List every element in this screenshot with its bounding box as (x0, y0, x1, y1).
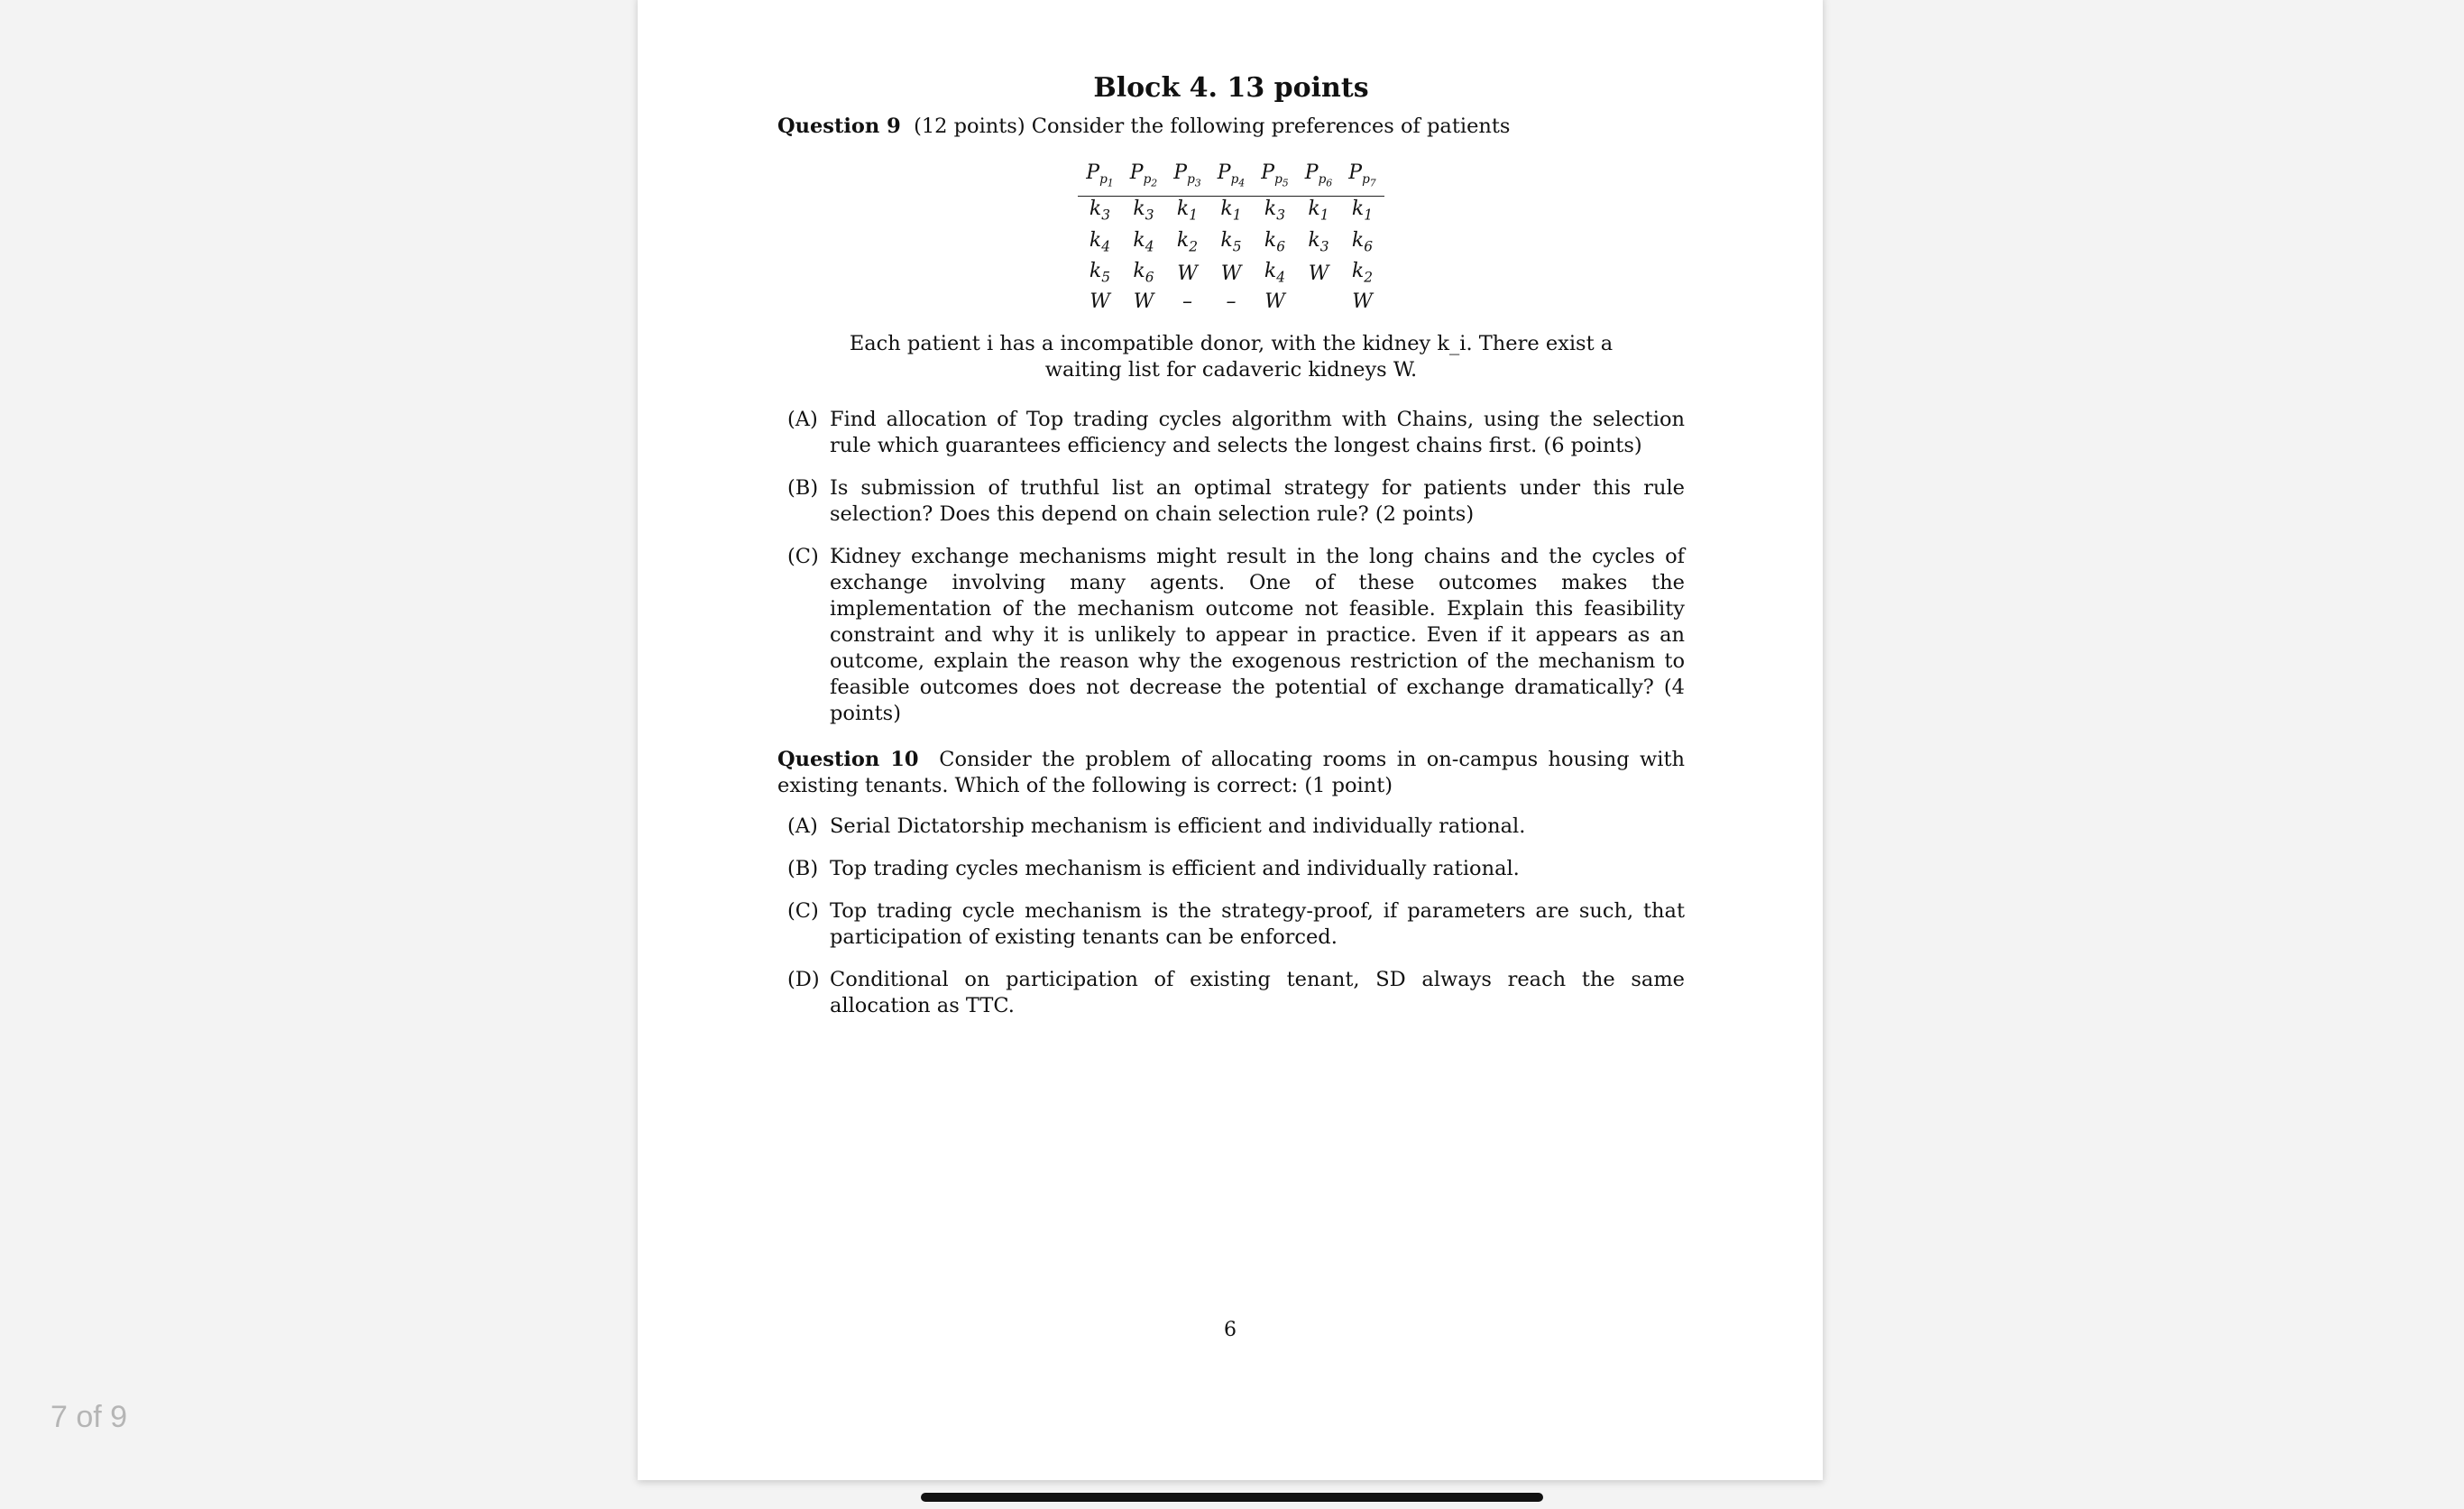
question-9-intro (777, 114, 1685, 140)
preferences-cell (1297, 290, 1341, 315)
preferences-header-row (1078, 161, 1384, 197)
preferences-cell: – (1182, 290, 1192, 314)
item-label: (B) (787, 476, 819, 501)
preferences-cell: $k_3$ (1264, 198, 1286, 224)
question-9-label: Question 9 (777, 115, 901, 138)
item-text: Conditional on participation of existing tenant, SD always reach the same allocation as TTC. (830, 968, 1685, 1018)
preferences-header-cell: $P_{p_2}$ (1122, 161, 1166, 197)
preferences-table (1078, 161, 1384, 315)
home-indicator-bar[interactable] (921, 1493, 1543, 1502)
item-text: Kidney exchange mechanisms might result in the long chains and the cycles of exchange involving many agents. One of these outcomes makes the implementation of the mechanism outcome not feasible. Explain this feasibility constraint and why it is unlikely to appear in practice. Even if it appears as an outcome, explain the reason why the exogenous restriction of the mechanism to feasible outcomes does not decrease the potential of exchange dramatically? (4 points) (830, 545, 1685, 726)
preferences-cell: W (1308, 262, 1329, 286)
item-text: Is submission of truthful list an optimal strategy for patients under this rule selection? Does this depend on chain selection rule? (2 points) (830, 476, 1685, 527)
question-9-items (777, 407, 1685, 727)
document-page (638, 0, 1823, 1480)
preferences-cell: $k_4$ (1089, 228, 1111, 254)
preferences-cell: $k_6$ (1133, 259, 1154, 286)
preferences-cell: $k_1$ (1351, 198, 1374, 224)
question-item (787, 407, 1685, 459)
question-10-label: Question 10 (777, 748, 919, 772)
preferences-cell: $k_5$ (1089, 259, 1111, 286)
item-label: (B) (787, 857, 819, 881)
preferences-header-cell: $P_{p_7}$ (1340, 161, 1384, 197)
preferences-header-cell: $P_{p_4}$ (1209, 161, 1254, 197)
preferences-cell: $k_6$ (1351, 228, 1374, 254)
question-item (787, 967, 1685, 1019)
preferences-cell: $k_6$ (1264, 228, 1286, 254)
preferences-row (1078, 290, 1384, 315)
preferences-header-cell: $P_{p_1}$ (1078, 161, 1122, 197)
preferences-cell: $k_1$ (1176, 198, 1199, 224)
preferences-cell: $k_4$ (1133, 228, 1154, 254)
preferences-cell: W (1133, 290, 1154, 314)
question-item (787, 814, 1685, 840)
preferences-cell: $k_1$ (1308, 198, 1329, 224)
preferences-row (1078, 228, 1384, 259)
preferences-cell: – (1226, 290, 1237, 314)
item-label: (A) (787, 814, 818, 839)
item-text: Serial Dictatorship mechanism is efficient and individually rational. (830, 814, 1526, 839)
preferences-cell: W (1177, 262, 1198, 286)
preferences-header-cell: $P_{p_3}$ (1165, 161, 1209, 197)
item-label: (C) (787, 899, 819, 924)
question-item (787, 544, 1685, 727)
block-title: Block 4. 13 points (1093, 72, 1369, 104)
preferences-cell: $k_5$ (1220, 228, 1242, 254)
preferences-cell: $k_3$ (1089, 198, 1111, 224)
question-10-intro-text: Consider the problem of allocating rooms in on-campus housing with existing tenants. Which of the following is correct: (1 point) (777, 748, 1685, 798)
preferences-table-wrap (777, 161, 1685, 315)
preferences-cell: W (1352, 290, 1373, 314)
page-content (777, 70, 1685, 1035)
preferences-row (1078, 259, 1384, 290)
question-10-intro (777, 747, 1685, 799)
question-item (787, 475, 1685, 528)
preferences-cell: $k_2$ (1351, 259, 1374, 286)
preferences-cell: $k_3$ (1308, 228, 1329, 254)
question-9-intro-text: (12 points) Consider the following preferences of patients (914, 115, 1511, 138)
preferences-cell: $k_2$ (1176, 228, 1199, 254)
item-text: Top trading cycle mechanism is the strategy-proof, if parameters are such, that participation of existing tenants can be enforced. (830, 899, 1685, 950)
page-number: 6 (1224, 1319, 1237, 1341)
preferences-header-cell: $P_{p_6}$ (1297, 161, 1341, 197)
item-label: (C) (787, 545, 819, 569)
question-item (787, 898, 1685, 951)
item-label: (D) (787, 968, 820, 992)
preferences-cell: W (1089, 290, 1110, 314)
preferences-row (1078, 197, 1384, 228)
item-text: Top trading cycles mechanism is efficient and individually rational. (830, 857, 1520, 881)
preferences-cell: W (1220, 262, 1242, 286)
preferences-cell: $k_4$ (1264, 259, 1286, 286)
preferences-body (1078, 197, 1384, 316)
page-indicator: 7 of 9 (51, 1400, 128, 1434)
donor-description: Each patient i has a incompatible donor, with the kidney k_i. There exist a waiting list for cadaveric kidneys W. (849, 332, 1614, 382)
preferences-cell: $k_1$ (1220, 198, 1242, 224)
preferences-cell: W (1264, 290, 1285, 314)
question-10-items (777, 814, 1685, 1019)
preferences-cell: $k_3$ (1133, 198, 1154, 224)
preferences-header-cell: $P_{p_5}$ (1253, 161, 1297, 197)
item-label: (A) (787, 408, 818, 432)
item-text: Find allocation of Top trading cycles algorithm with Chains, using the selection rule which guarantees efficiency and selects the longest chains first. (6 points) (830, 408, 1685, 458)
question-item (787, 856, 1685, 882)
